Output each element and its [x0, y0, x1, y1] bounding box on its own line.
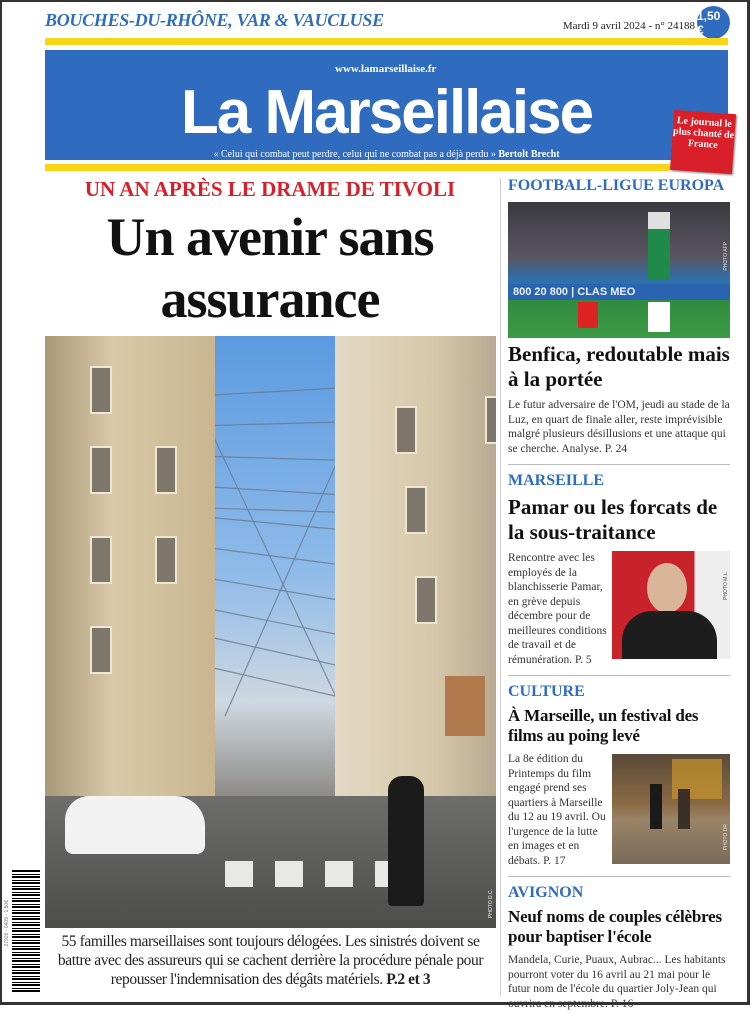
player-legs	[648, 302, 670, 332]
section-avignon: AVIGNON	[508, 884, 584, 901]
figure	[678, 789, 690, 829]
lead-photo	[45, 336, 496, 928]
ad-board: 800 20 800 | CLAS MEO	[508, 284, 730, 300]
avignon-headline[interactable]: Neuf noms de couples célèbres pour baptiser l'école	[508, 907, 722, 946]
player	[648, 212, 670, 280]
marseille-headline[interactable]: Pamar ou les forcats de la sous-traitance	[508, 495, 718, 544]
lead-kicker: UN AN APRÈS LE DRAME DE TIVOLI	[84, 177, 456, 201]
divider	[45, 164, 670, 171]
newspaper-logo: La Marseillaise	[180, 78, 593, 147]
player	[578, 302, 598, 328]
jacket	[622, 611, 717, 659]
article-football	[508, 176, 730, 465]
motto	[45, 149, 728, 161]
column-divider	[500, 178, 501, 996]
boarded-window	[445, 676, 485, 736]
section-football: FOOTBALL-LIGUE EUROPA	[508, 177, 725, 194]
pedestrian	[388, 776, 424, 906]
dateline: Mardi 9 avril 2024 - n° 24188	[562, 20, 695, 32]
barcode	[12, 870, 40, 992]
page-ref[interactable]: P.2 et 3	[386, 971, 431, 988]
lead-caption	[45, 932, 496, 989]
website-link[interactable]: www.lamarseillaise.fr	[335, 63, 437, 75]
photo-credit: PHOTO D.C.	[488, 888, 494, 918]
divider	[45, 38, 728, 45]
culture-headline[interactable]: À Marseille, un festival des films au poing levé	[508, 706, 699, 745]
caption-text: 55 familles marseillaises sont toujours délogées. Les sinistrés doivent se battre avec des assureurs qui se cachent derrière la procédure pénale pour repousser l'indemnisation des dégâts matériels.	[57, 933, 484, 988]
masthead-banner	[45, 50, 728, 160]
side-column	[508, 176, 730, 1025]
figure	[650, 784, 662, 829]
lead-headline[interactable]: Un avenir sans assurance	[106, 207, 434, 329]
football-text: Le futur adversaire de l'OM, jeudi au stade de la Luz, en quart de finale aller, reste imprévisible malgré plusieurs désillusions et une attaque qui se cherche. Analyse. P. 24	[508, 399, 730, 455]
photo-credit: PHOTO M.L.	[723, 571, 729, 600]
price-badge: 1,50 €	[697, 6, 730, 39]
article-avignon	[508, 883, 730, 1019]
building-left	[45, 336, 215, 836]
marseille-text: Rencontre avec les employés de la blanchisserie Pamar, en grève depuis décembre pour de meilleures conditions de travail et de rémunération. P. 5	[508, 552, 607, 666]
face	[647, 563, 687, 613]
culture-text: La 8e édition du Printemps du film engagé prend ses quartiers à Marseille du 12 au 19 avril. Ou l'urgence de la lutte en images et en débats. P. 17	[508, 753, 606, 867]
section-marseille: MARSEILLE	[508, 472, 605, 489]
article-culture	[508, 682, 730, 877]
white-car	[65, 796, 205, 854]
barcode-text: 27926 - 0409 - 1,50€	[4, 900, 10, 947]
section-culture: CULTURE	[508, 683, 585, 700]
photo-credit: PHOTO DR	[723, 824, 729, 851]
sticker: Le journal le plus chanté de France	[670, 110, 736, 174]
football-photo	[508, 202, 730, 338]
building-right	[335, 336, 496, 806]
motto-author: Bertolt Brecht	[498, 149, 560, 160]
photo-credit: PHOTO AFP	[723, 242, 729, 271]
motto-text: « Celui qui combat peut perdre, celui qui ne combat pas a déjà perdu »	[213, 149, 496, 160]
edition-region: BOUCHES-DU-RHÔNE, VAR & VAUCLUSE	[45, 10, 384, 30]
avignon-text: Mandela, Curie, Puaux, Aubrac... Les habitants pourront voter du 16 avril au 21 mai pour le futur nom de l'école du quartier Joly-Jean qui ouvrira en septembre. P. 16	[508, 954, 726, 1010]
article-marseille	[508, 471, 730, 676]
football-headline[interactable]: Benfica, redoutable mais à la portée	[508, 342, 730, 391]
striker-portrait	[612, 551, 730, 659]
film-still	[612, 754, 730, 864]
